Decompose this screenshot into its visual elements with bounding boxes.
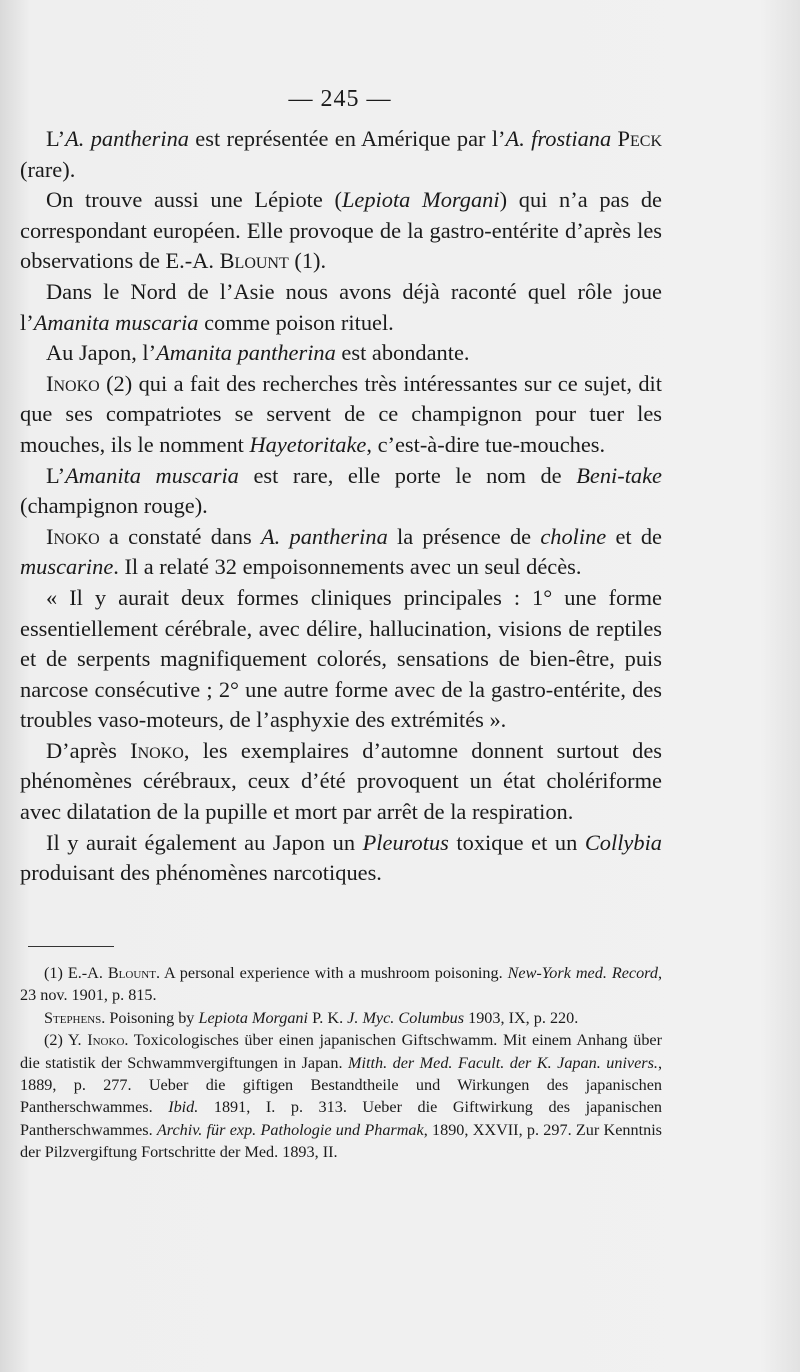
text-run: , 1890, XXVII, p. 297. Zur Kenntnis der Pilzvergiftung Fortschritte der Med. 1893, II. xyxy=(20,1120,662,1162)
text-run: . Poisoning by xyxy=(101,1008,199,1027)
text-run: P. K. xyxy=(308,1008,348,1027)
text-run: la présence de xyxy=(387,523,541,549)
text-run: , 1889, p. 277. Ueber die giftigen Bestandtheile und Wirkungen des japanischen Pantherschwammes. xyxy=(20,1053,662,1117)
text-run: . Toxicologisches über einen japanischen Giftschwamm. Mit einem Anhang über die statistik der Schwammvergiftungen in Japan. xyxy=(20,1031,662,1072)
text-run: D’après xyxy=(46,737,131,763)
paragraph xyxy=(20,736,662,828)
author-name: Inoko xyxy=(87,1031,125,1050)
italic-text: A. pantherina xyxy=(65,126,189,151)
text-run: Il y aurait également au Japon un xyxy=(46,829,363,855)
footnote xyxy=(20,962,662,1007)
text-run: , les exemplaires d’automne donnent surtout des phénomènes cérébraux, ceux d’été provoquent un état cholériforme avec dilatation de la pupille et mort par arrêt de la respiration. xyxy=(20,737,662,825)
italic-text: Lepiota Morgani xyxy=(198,1008,309,1027)
text-run: ) qui n’a pas de correspondant européen. Elle provoque de la gastro-entérite d’après les observations de E.-A. xyxy=(20,187,662,274)
italic-text: Amanita pantherina xyxy=(156,340,336,366)
italic-text: Amanita muscaria xyxy=(65,462,239,488)
text-run: a constaté dans xyxy=(99,523,261,549)
italic-text: Collybia xyxy=(584,829,662,855)
text-run: produisant des phénomènes narcotiques. xyxy=(20,860,382,886)
paragraph xyxy=(20,461,662,522)
text-run: On trouve aussi une Lépiote ( xyxy=(46,187,342,213)
text-run: (1) E.-A. xyxy=(44,964,108,982)
italic-text: Archiv. für exp. Pathologie und Pharmak xyxy=(156,1120,424,1139)
italic-text: Amanita muscaria xyxy=(33,309,199,335)
footnote xyxy=(20,1007,662,1029)
text-run: et de xyxy=(606,523,663,549)
author-name: Peck xyxy=(617,126,662,151)
text-run: (2) Y. xyxy=(44,1031,88,1050)
italic-text: muscarine xyxy=(20,554,114,580)
paragraph xyxy=(20,277,662,338)
paragraph xyxy=(20,124,662,185)
italic-text: Lepiota Morgani xyxy=(341,187,500,213)
paragraph xyxy=(20,522,662,583)
paragraph xyxy=(20,369,662,461)
text-run: L’ xyxy=(46,126,66,151)
italic-text: New-York med. Record xyxy=(507,964,658,982)
italic-text: choline xyxy=(540,523,607,549)
footnotes xyxy=(20,962,662,1164)
paragraph xyxy=(20,583,662,736)
footnote-separator xyxy=(28,946,114,947)
italic-text: Hayetoritake xyxy=(249,431,367,457)
text-run: est représentée en Amérique par l’ xyxy=(188,126,506,151)
page-number: — 245 — xyxy=(288,86,392,112)
author-name: Inoko xyxy=(130,737,184,763)
footnote xyxy=(20,1029,662,1163)
text-run: , 23 nov. 1901, p. 815. xyxy=(20,964,663,1005)
text-run: « Il y aurait deux formes cliniques principales : 1° une forme essentiellement cérébrale, avec délire, hallucination, visions de reptiles et de serpents magnifiquement colorés, sensations de bien-être, puis narcose consécutive ; 2° une autre forme avec de la gastro-entérite, des troubles vaso-moteurs, de l’asphyxie des extrémités ». xyxy=(20,584,662,733)
italic-text: Ibid. xyxy=(168,1098,199,1117)
text-run: est rare, elle porte le nom de xyxy=(238,462,577,488)
text-run: 1891, I. p. 313. Ueber die Giftwirkung des japanischen Pantherschwammes. xyxy=(20,1098,662,1139)
paragraph xyxy=(20,185,662,277)
italic-text: Beni-take xyxy=(576,462,662,488)
text-run: . A personal experience with a mushroom poisoning. xyxy=(155,964,508,982)
italic-text: Pleurotus xyxy=(362,829,449,855)
body-text xyxy=(20,124,662,889)
author-name: Blount xyxy=(219,248,289,274)
paragraph xyxy=(20,828,662,889)
author-name: Stephens xyxy=(44,1008,102,1027)
text-run: , c’est-à-dire tue-mouches. xyxy=(366,431,606,457)
text-run: (1). xyxy=(288,248,327,274)
author-name: Blount xyxy=(107,964,156,982)
text-run: Dans le Nord de l’Asie nous avons déjà raconté quel rôle joue l’ xyxy=(20,278,662,335)
text-run: L’ xyxy=(46,462,66,488)
text-run: (rare). xyxy=(20,156,76,182)
italic-text: J. Myc. Columbus xyxy=(347,1008,465,1027)
text-run: (champignon rouge). xyxy=(20,493,208,519)
italic-text: A. frostiana xyxy=(505,126,612,151)
text-run: (2) qui a fait des recherches très intéressantes sur ce sujet, dit que ses compatriotes se servent de ce champignon pour tuer les mouches, ils le nomment xyxy=(20,370,662,457)
author-name: Inoko xyxy=(46,370,100,396)
text-run: . Il a relaté 32 empoisonnements avec un seul décès. xyxy=(113,554,582,580)
paragraph xyxy=(20,338,662,369)
text-run: Au Japon, l’ xyxy=(46,340,157,366)
text-run: est abondante. xyxy=(335,340,470,366)
italic-text: A. pantherina xyxy=(260,523,388,549)
text-run: toxique et un xyxy=(448,829,585,855)
italic-text: Mitth. der Med. Facult. der K. Japan. univers. xyxy=(348,1053,658,1072)
text-run: comme poison rituel. xyxy=(198,309,394,335)
author-name: Inoko xyxy=(46,523,100,549)
text-run: 1903, IX, p. 220. xyxy=(464,1008,579,1027)
